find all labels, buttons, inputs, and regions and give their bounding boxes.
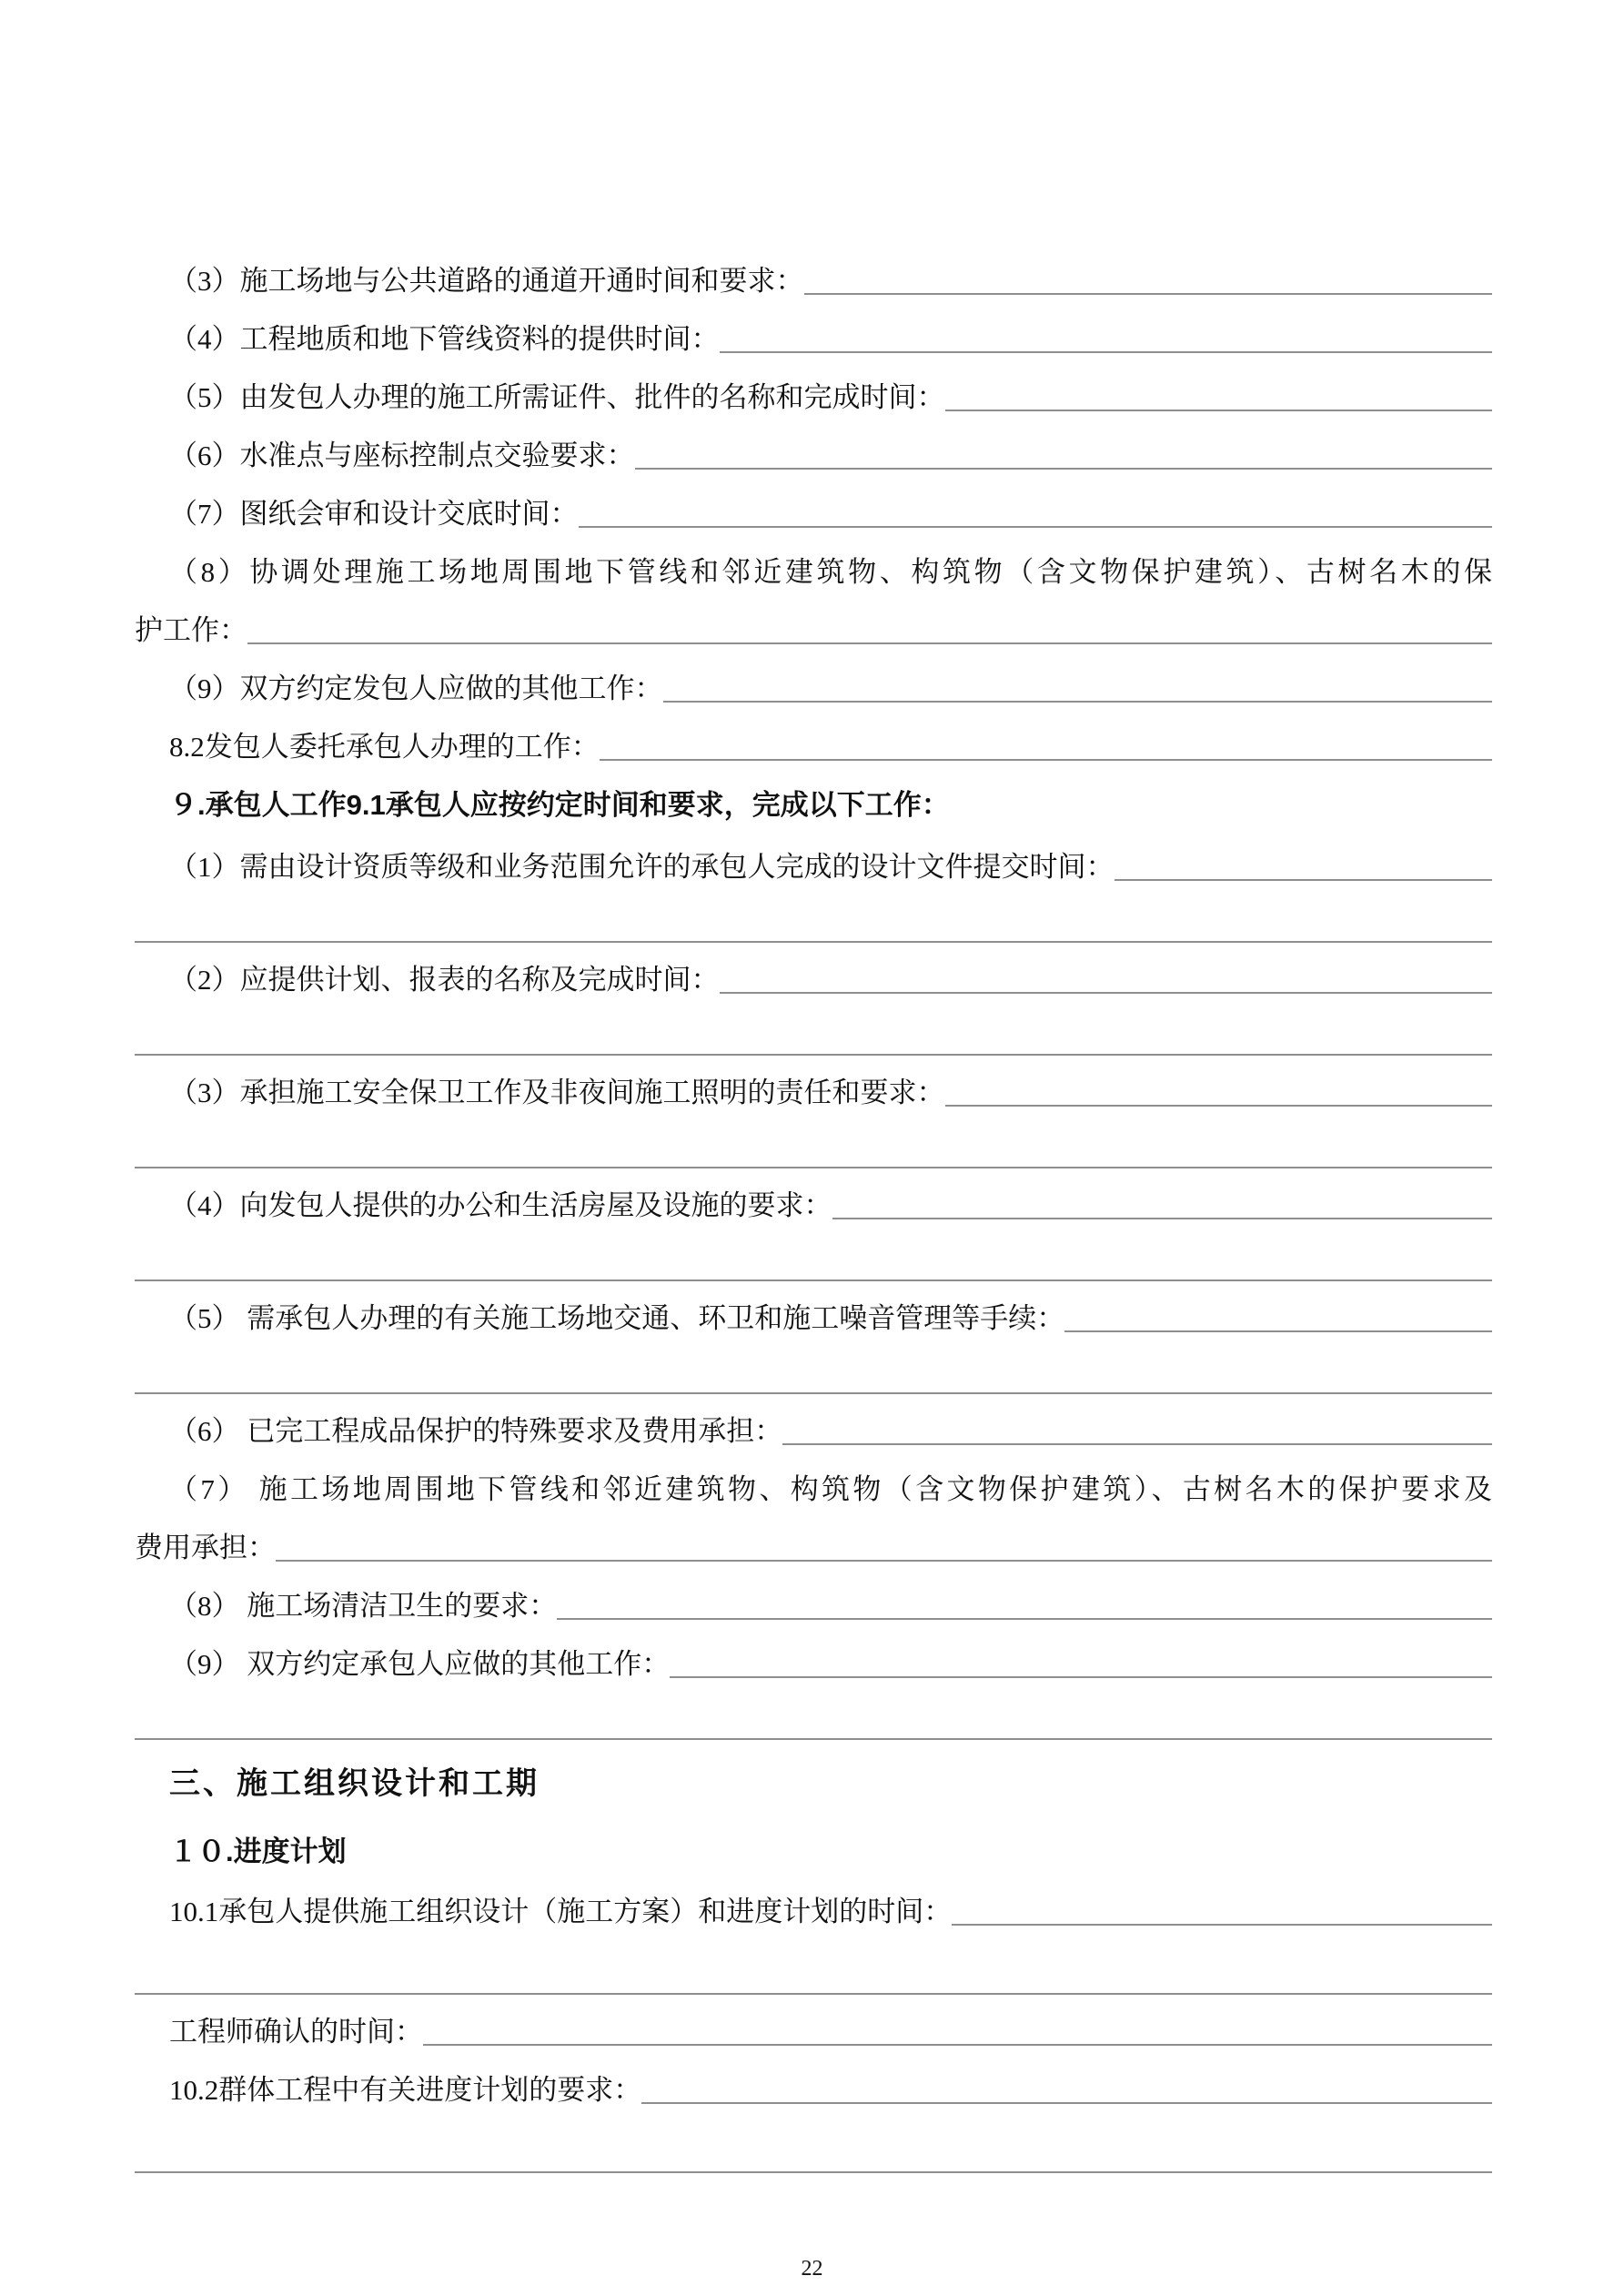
form-field-line [135,961,1492,999]
field-label: （6）水准点与座标控制点交验要求： [169,440,635,472]
form-field-line [135,1300,1492,1338]
fill-in-underline [135,1054,1492,1056]
page-number: 22 [801,2256,823,2281]
fill-in-underline [804,293,1493,295]
form-field-line [135,320,1492,359]
field-label: 8.2发包人委托承包人办理的工作： [169,731,600,764]
section-heading [135,1764,1492,1805]
fill-in-underline [832,1218,1493,1219]
fill-in-underline [1115,879,1493,881]
field-label: （4）向发包人提供的办公和生活房屋及设施的要求： [169,1189,832,1222]
heading-text: １０.进度计划 [169,1836,347,1868]
form-field-line [135,495,1492,533]
field-label: （3）施工场地与公共道路的通道开通时间和要求： [169,265,804,298]
field-label: （8）协调处理施工场地周围地下管线和邻近建筑物、构筑物（含文物保护建筑）、古树名木的保 [169,556,1492,588]
fill-in-underline [720,992,1493,994]
fill-in-underline [635,468,1493,470]
fill-in-underline [641,2102,1492,2104]
form-field-line [135,2071,1492,2109]
fill-in-underline [579,526,1493,528]
form-field-line [135,1187,1492,1225]
fill-in-underline [135,1738,1492,1740]
blank-fill-line [135,1019,1492,1056]
blank-fill-line [135,1358,1492,1394]
form-field-line [135,1412,1492,1451]
field-label: 10.2群体工程中有关进度计划的要求： [169,2074,642,2107]
field-label: 10.1承包人提供施工组织设计（施工方案）和进度计划的时间： [169,1896,953,1928]
clause-heading [135,1833,1492,1871]
field-label: 工程师确认的时间： [169,2016,423,2048]
form-field-line [135,1587,1492,1625]
form-field-line [135,848,1492,886]
blank-fill-line [135,906,1492,943]
fill-in-underline [952,1924,1492,1926]
form-field-line [135,1529,1492,1567]
field-label: （9） 双方约定承包人应做的其他工作： [169,1648,671,1681]
fill-in-underline [670,1676,1492,1678]
fill-in-underline [423,2044,1492,2046]
field-label: （5） 需承包人办理的有关施工场地交通、环卫和施工噪音管理等手续： [169,1302,1065,1335]
fill-in-underline [135,941,1492,943]
fill-in-underline [945,410,1493,411]
form-field-line [135,1893,1492,1931]
fill-in-underline [135,1392,1492,1394]
clause-heading [135,786,1492,824]
field-label: （8） 施工场清洁卫生的要求： [169,1590,558,1623]
form-field-line [135,1645,1492,1684]
form-field-line [135,1074,1492,1112]
fill-in-underline [135,1167,1492,1168]
heading-text: ９.承包人工作9.1承包人应按约定时间和要求，完成以下工作： [169,789,950,822]
form-field-line [135,262,1492,300]
fill-in-underline [782,1443,1492,1445]
form-field-line [135,2013,1492,2051]
field-label: 护工作： [135,614,247,647]
field-label: （6） 已完工程成品保护的特殊要求及费用承担： [169,1415,783,1448]
form-text-line [135,1471,1492,1509]
form-field-line [135,437,1492,475]
blank-fill-line [135,1958,1492,1995]
form-field-line [135,612,1492,650]
fill-in-underline [720,351,1493,353]
field-label: （4）工程地质和地下管线资料的提供时间： [169,323,720,356]
fill-in-underline [135,2171,1492,2173]
field-label: （7）图纸会审和设计交底时间： [169,498,579,531]
blank-fill-line [135,1245,1492,1281]
form-text-line [135,553,1492,592]
field-label: （2）应提供计划、报表的名称及完成时间： [169,964,720,996]
fill-in-underline [945,1105,1493,1107]
blank-fill-line [135,2137,1492,2173]
form-field-line [135,670,1492,708]
field-label: （9）双方约定发包人应做的其他工作： [169,673,663,705]
fill-in-underline [247,642,1492,644]
field-label: （7） 施工场地周围地下管线和邻近建筑物、构筑物（含文物保护建筑）、古树名木的保护要求及 [169,1473,1492,1505]
fill-in-underline [276,1560,1492,1562]
document-content [135,262,1492,2173]
field-label: （1）需由设计资质等级和业务范围允许的承包人完成的设计文件提交时间： [169,851,1115,884]
fill-in-underline [135,1279,1492,1281]
fill-in-underline [1064,1330,1492,1332]
field-label: 费用承担： [135,1532,276,1564]
form-field-line [135,728,1492,766]
fill-in-underline [663,701,1493,703]
fill-in-underline [135,1993,1492,1995]
field-label: （3）承担施工安全保卫工作及非夜间施工照明的责任和要求： [169,1077,945,1109]
fill-in-underline [600,759,1492,761]
blank-fill-line [135,1704,1492,1740]
fill-in-underline [557,1618,1492,1620]
heading-text: 三、施工组织设计和工期 [169,1766,540,1802]
blank-fill-line [135,1132,1492,1168]
form-field-line [135,379,1492,417]
field-label: （5）由发包人办理的施工所需证件、批件的名称和完成时间： [169,381,945,414]
